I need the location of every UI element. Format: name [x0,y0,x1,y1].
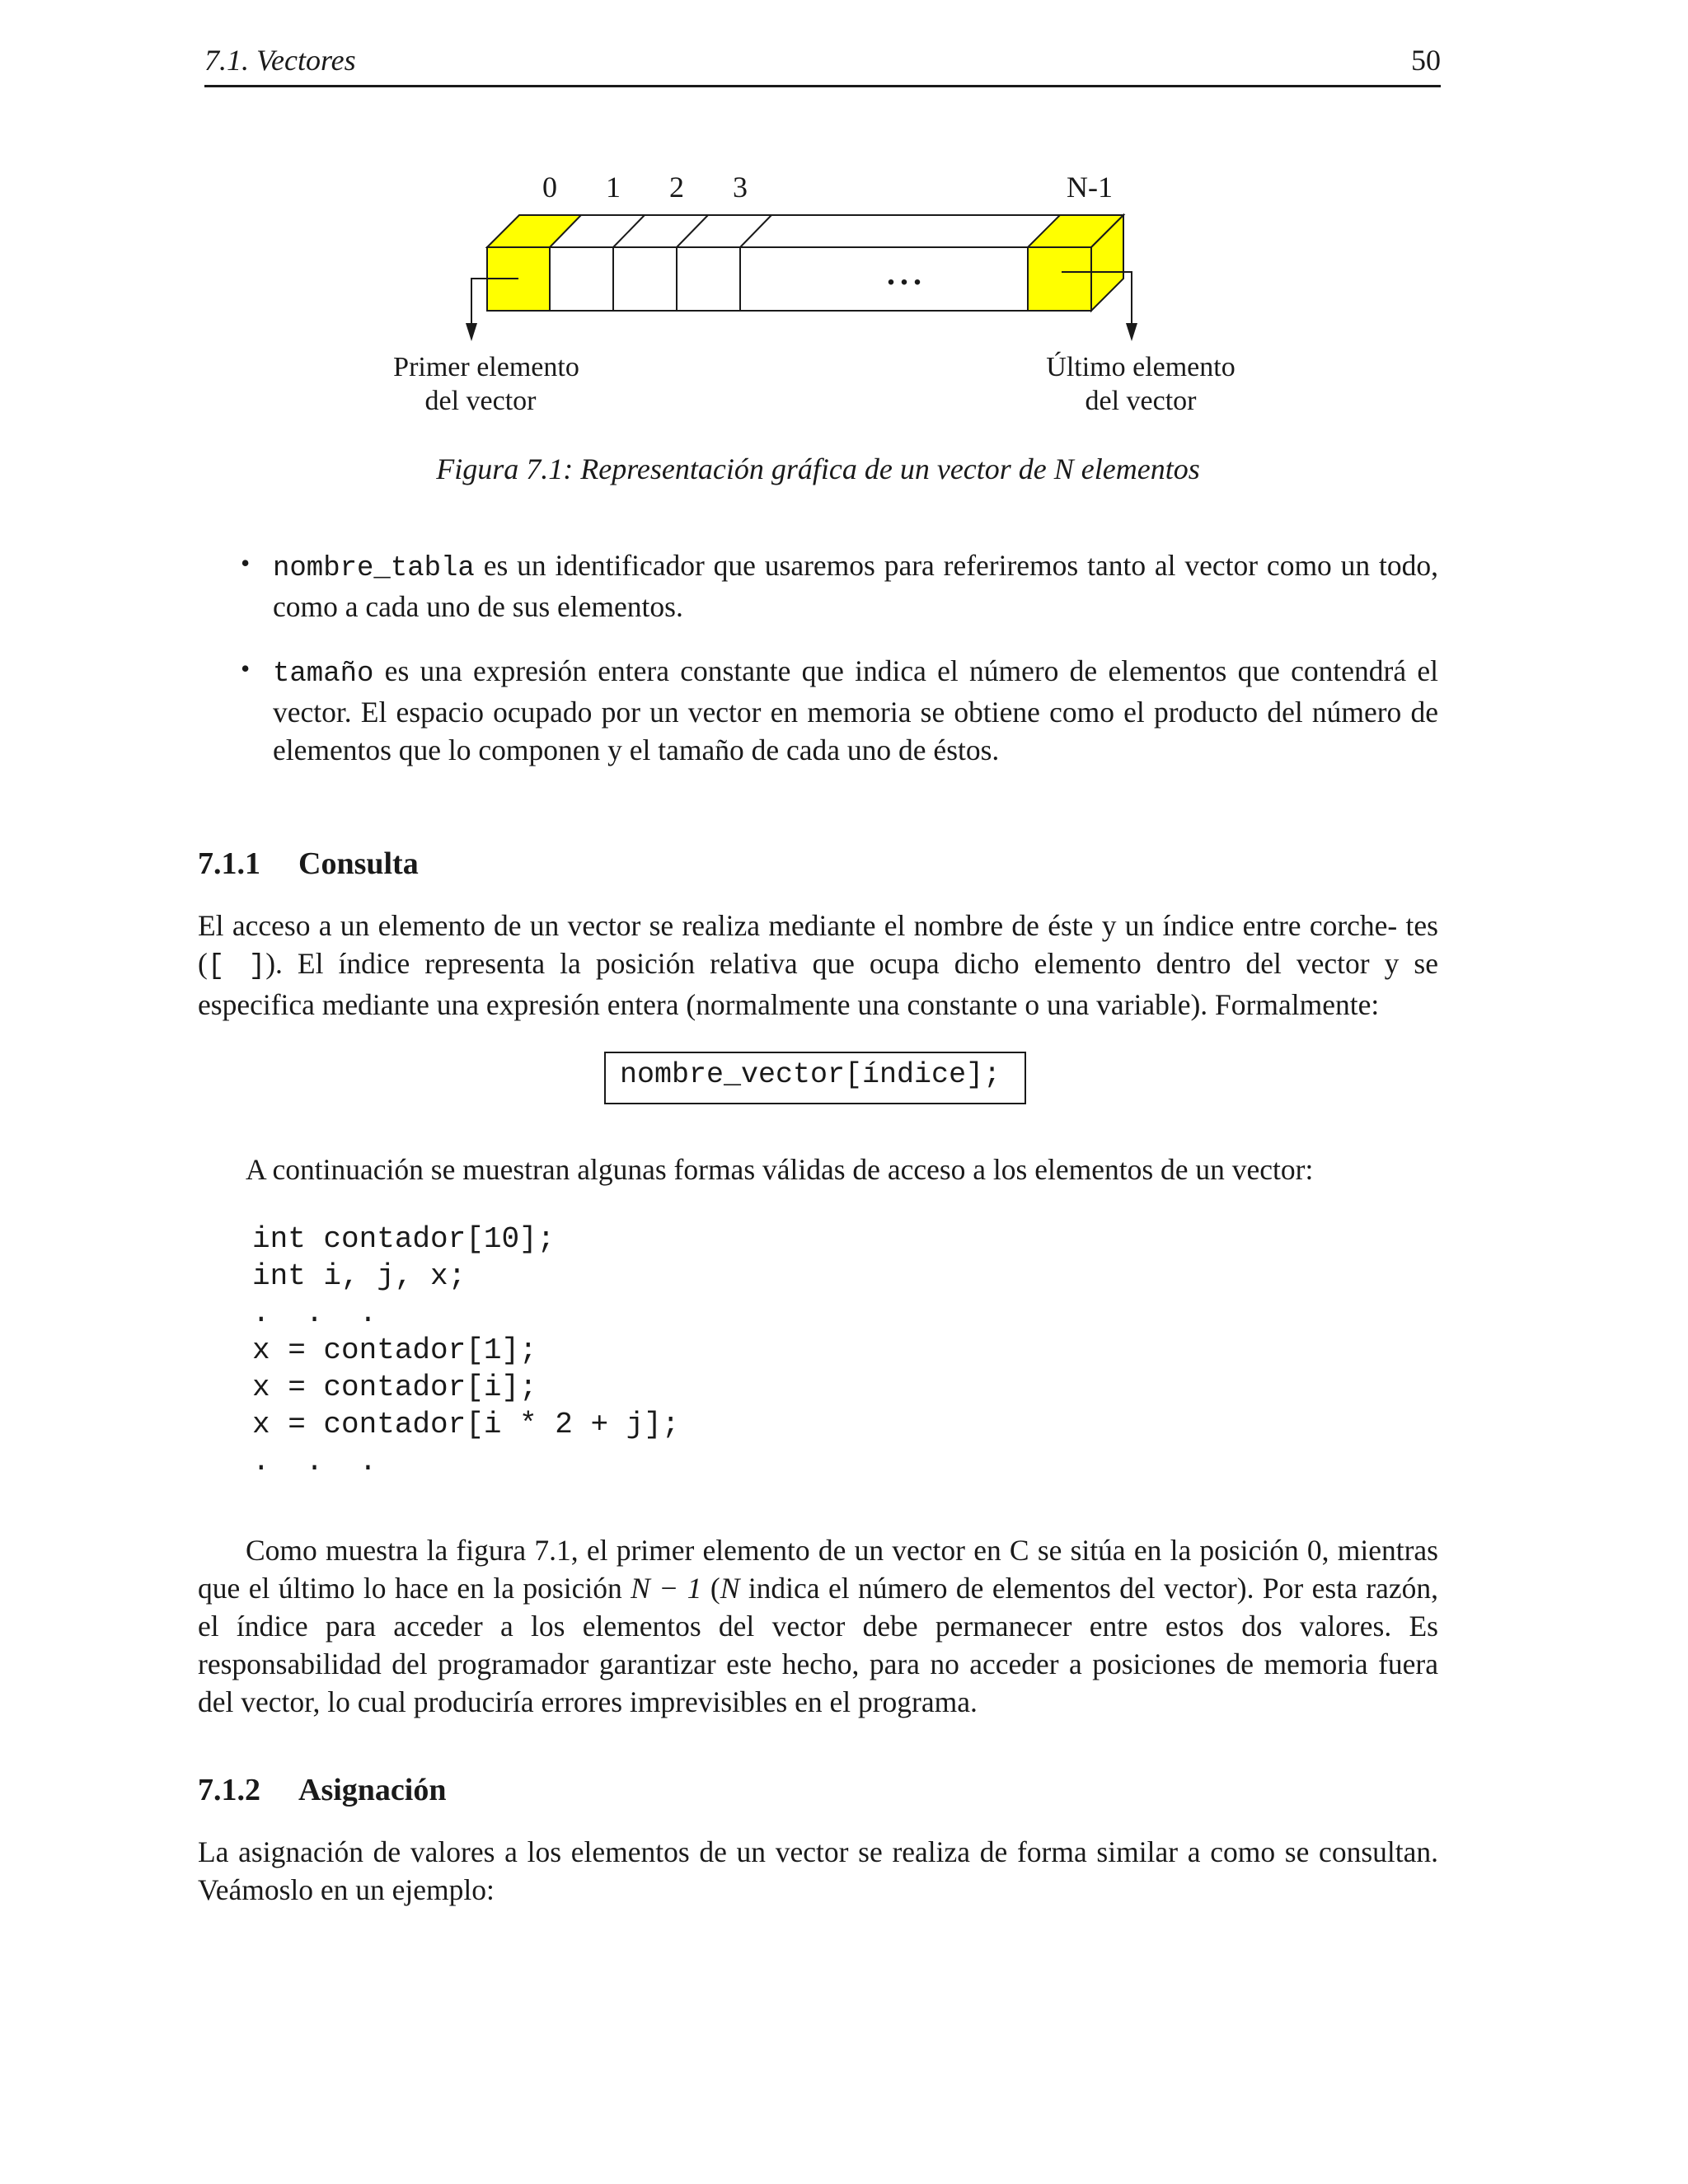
last-arrow-head [1126,323,1137,341]
first-arrow-head [466,323,477,341]
asignacion-paragraph-1: La asignación de valores a los elementos de un vector se realiza de forma similar a como se consultan. Veámoslo en un ejemplo: [198,1835,1438,1906]
last-cell-front [1028,247,1091,311]
consulta-paragraph-3: Como muestra la figura 7.1, el primer elemento de un vector en C se sitúa en la posición 0, mientras que el último lo hace en la posición N − 1 (N indica el número de elementos del vector). Por esta razón, el índice para acceder a los elementos del vector debe permanecer entre estos dos valores. Es responsabilidad del programador garantizar este hecho, para no acceder a posiciones de memoria fuera del vector, lo cual produciría errores imprevisibles en el programa. [198,1534,1438,1718]
index-label-2: 2 [669,171,684,204]
code-line-2: int i, j, x; [252,1259,467,1293]
running-header-section: 7.1. Vectores [204,44,356,77]
ellipsis: ... [887,255,926,292]
first-label-line2: del vector [424,386,537,416]
section-title: Asignación [298,1773,447,1807]
brackets-code: [ ] [207,951,266,982]
index-label-0: 0 [542,171,557,204]
bullet-item-2 [273,652,1438,769]
page-number: 50 [1411,44,1441,77]
math-n-minus-1: N − 1 [631,1572,702,1605]
consulta-paragraph-2: A continuación se muestran algunas formas válidas de acceso a los elementos de un vector: [246,1153,1314,1186]
first-label-line1: Primer elemento [393,352,579,382]
code-line-1: int contador[10]; [252,1222,556,1256]
section-number: 7.1.1 [198,846,260,881]
code-line-5: x = contador[i]; [252,1371,537,1404]
index-label-last: N-1 [1067,171,1113,204]
code-line-6: x = contador[i * 2 + j]; [252,1408,680,1441]
vector-figure [0,0,1688,462]
section-heading-asignacion [198,1772,446,1808]
consulta-paragraph-1: El acceso a un elemento de un vector se realiza mediante el nombre de éste y un índice entre corche- tes ([ ]). El índice representa la posición relativa que ocupa dicho elemento dentro del vector y se especifica mediante una expresión entera (normalmente una constante o una variable). Formalmente: [198,909,1438,1021]
math-n: N [720,1572,740,1605]
index-label-3: 3 [733,171,748,204]
first-cell-top [487,215,581,247]
last-label-line1: Último elemento [1046,352,1236,382]
formula-text: nombre_vector[índice]; [620,1058,1001,1091]
section-title: Consulta [298,846,419,881]
bullet-code: nombre_tabla [273,553,475,584]
bullet-text: es un identificador que usaremos para referiremos tanto al vector como un todo, como a cada uno de sus elementos. [273,549,1438,623]
bullet-code: tamaño [273,658,374,690]
bullet-dot-1: • [241,548,251,578]
bullet-dot-2: • [241,654,251,683]
section-number: 7.1.2 [198,1773,260,1807]
bullet-text: es una expresión entera constante que indica el número de elementos que contendrá el vector. El espacio ocupado por un vector en memoria se obtiene como el producto del número de elementos que lo componen y el tamaño de cada uno de éstos. [273,654,1438,766]
last-label-line2: del vector [1085,386,1197,416]
code-line-4: x = contador[1]; [252,1333,537,1367]
bullet-item-1 [273,546,1438,626]
index-label-1: 1 [606,171,621,204]
code-line-3: . . . [252,1296,377,1330]
code-line-7: . . . [252,1445,377,1479]
figure-caption: Figura 7.1: Representación gráfica de un vector de N elementos [436,452,1200,485]
section-heading-consulta [198,846,419,882]
